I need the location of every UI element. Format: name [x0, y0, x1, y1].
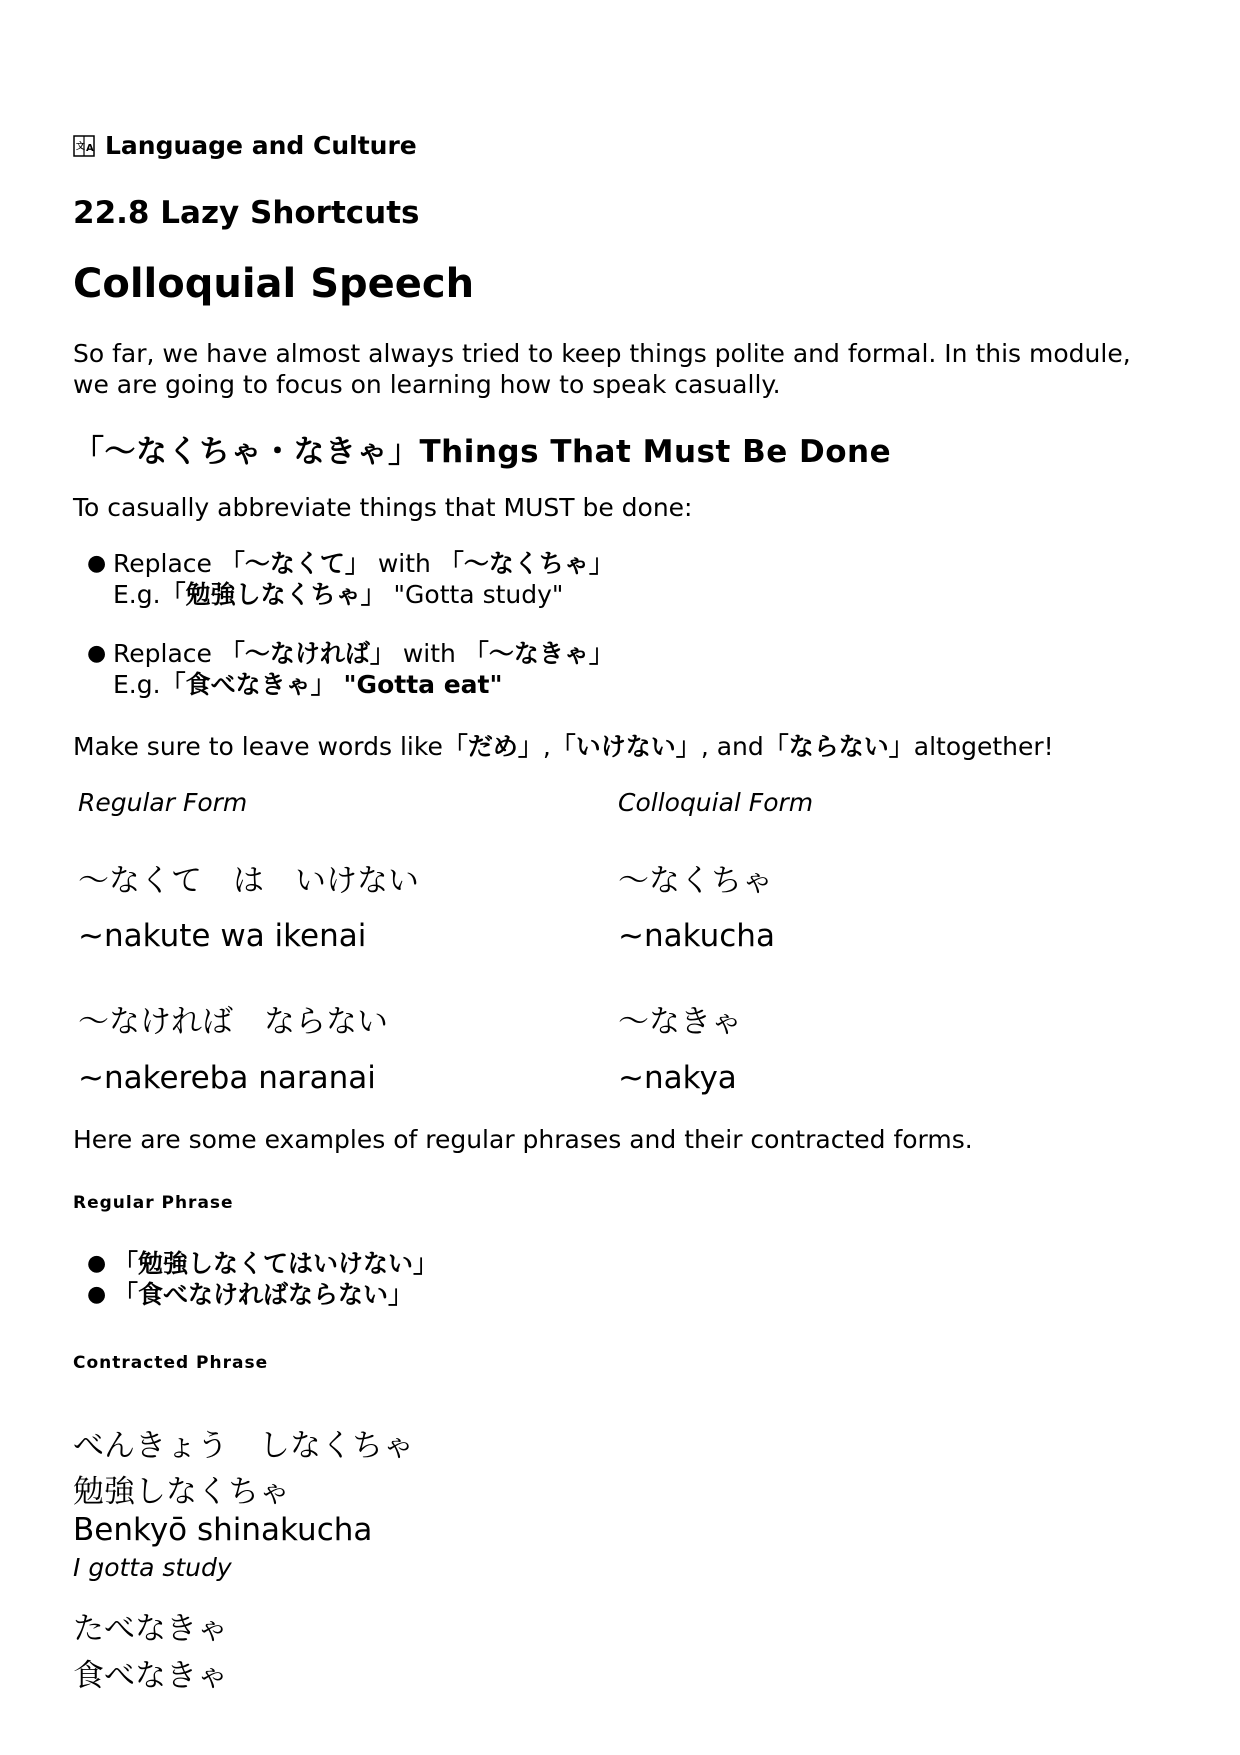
- note-sep: , and: [700, 732, 764, 761]
- example-kana: べんきょう しなくちゃ: [73, 1428, 414, 1464]
- note-post: altogether!: [913, 732, 1054, 761]
- table-cell: 〜なきゃ: [618, 1004, 742, 1040]
- regular-phrase-list: [87, 1248, 439, 1310]
- svg-text:A: A: [86, 142, 94, 154]
- note-pre: Make sure to leave words like: [73, 732, 443, 761]
- rule-eg-jp: 「食べなきゃ」: [160, 670, 336, 699]
- table-header-colloquial: Colloquial Form: [618, 788, 814, 817]
- rule-eg-label: E.g.: [113, 580, 161, 609]
- example-romaji: Benkyō shinakucha: [73, 1512, 373, 1548]
- table-cell: ~nakya: [618, 1060, 737, 1096]
- example-kanji: 食べなきゃ: [73, 1658, 228, 1694]
- page-title: Colloquial Speech: [73, 261, 475, 307]
- rule-eg-label: E.g.: [113, 670, 161, 699]
- rule-item: [87, 548, 614, 610]
- intro-paragraph: So far, we have almost always tried to keep things polite and formal. In this module, we are going to focus on learning how to speak casually.: [73, 339, 1131, 399]
- table-header-regular: Regular Form: [78, 788, 248, 817]
- bullet-icon: ●: [87, 551, 107, 576]
- rule-with-word: with: [377, 549, 431, 578]
- rule-item: [87, 638, 614, 700]
- chapter-header: [73, 131, 417, 160]
- rule-to: 「〜なきゃ」: [463, 639, 614, 668]
- bullet-icon: ●: [87, 1282, 107, 1307]
- rule-replace-word: Replace: [113, 549, 212, 578]
- table-cell: 〜なければ ならない: [78, 1004, 388, 1040]
- regular-phrase-label: Regular Phrase: [73, 1193, 234, 1213]
- rule-eg-jp: 「勉強しなくちゃ」: [160, 580, 386, 609]
- table-cell: ~nakucha: [618, 918, 775, 954]
- note-word: 「だめ」: [442, 732, 543, 761]
- note-word: 「ならない」: [763, 732, 914, 761]
- table-cell: 〜なくちゃ: [618, 863, 773, 899]
- list-item-text: 「食べなければならない」: [113, 1280, 414, 1309]
- table-cell: ~nakereba naranai: [78, 1060, 376, 1096]
- note-word: 「いけない」: [550, 732, 701, 761]
- list-item: [87, 1248, 439, 1279]
- language-icon: [73, 134, 95, 158]
- chapter-title: Language and Culture: [105, 131, 417, 160]
- rule-from: 「〜なくて」: [219, 549, 370, 578]
- example-translation: I gotta study: [73, 1553, 232, 1582]
- examples-intro: Here are some examples of regular phrases and their contracted forms.: [73, 1125, 973, 1154]
- rule-with-word: with: [402, 639, 456, 668]
- table-cell: 〜なくて は いけない: [78, 863, 419, 899]
- svg-text:文: 文: [76, 141, 86, 152]
- bullet-icon: ●: [87, 641, 107, 666]
- example-kanji: 勉強しなくちゃ: [73, 1474, 290, 1510]
- table-cell: ~nakute wa ikenai: [78, 918, 367, 954]
- rule-eg-en: "Gotta study": [393, 580, 564, 609]
- section-title: 22.8 Lazy Shortcuts: [73, 195, 420, 231]
- list-item-text: 「勉強しなくてはいけない」: [113, 1249, 439, 1278]
- note-sep: ,: [542, 732, 551, 761]
- subheading: 「〜なくちゃ・なきゃ」Things That Must Be Done: [73, 434, 892, 470]
- rule-eg-en: "Gotta eat": [343, 670, 503, 699]
- list-item: [87, 1279, 438, 1310]
- note-text: [73, 727, 1054, 763]
- bullet-icon: ●: [87, 1251, 107, 1276]
- rule-from: 「〜なければ」: [219, 639, 395, 668]
- example-kana: たべなきゃ: [73, 1611, 228, 1647]
- rule-replace-word: Replace: [113, 639, 212, 668]
- contracted-phrase-label: Contracted Phrase: [73, 1353, 269, 1373]
- rule-to: 「〜なくちゃ」: [438, 549, 614, 578]
- lead-text: To casually abbreviate things that MUST be done:: [73, 493, 693, 522]
